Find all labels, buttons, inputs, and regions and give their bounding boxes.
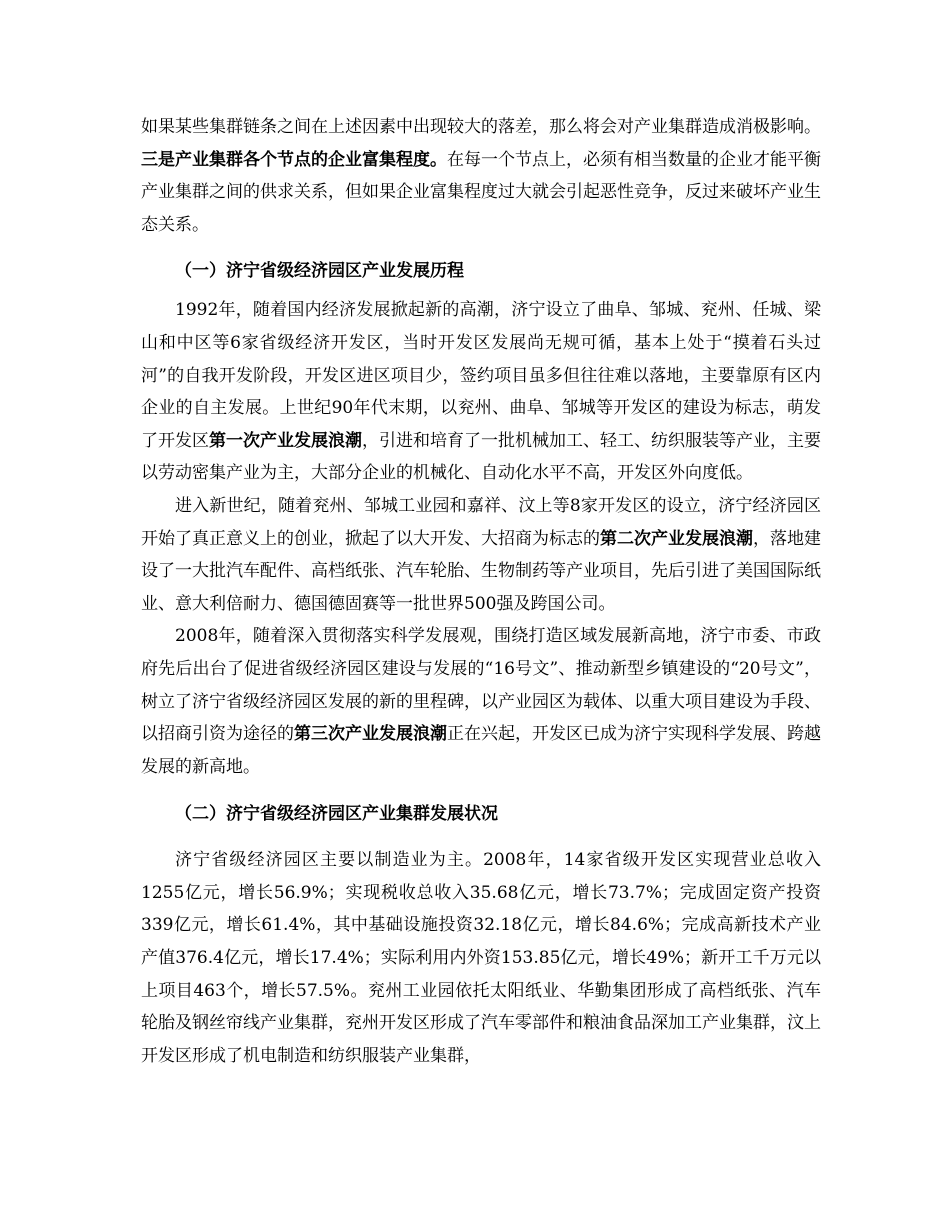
s1p1-bold-phrase: 第一次产业发展浪潮 [209, 430, 362, 451]
s1p1-text-start: 1992年，随着国内经济发展掀起新的高潮，济宁设立了曲阜、邹城、兖州、任城、梁山和中区等6家省级经济开发区，当时开发区发展尚无规可循，基本上处于“摸着石头过河”的自我开发阶段，开发区进区项目少，签约项目虽多但往往难以落地，主要靠原有区内企业的自主发展。上世纪90年代末期，以兖州、曲阜、邹城等开发区的建设为标志，萌发了开发区 [141, 300, 821, 451]
s1p2-text-end: ，落地建设了一大批汽车配件、高档纸张、汽车轮胎、生物制药等产业项目，先后引进了美国国际纸业、意大利倍耐力、德国德固赛等一批世界500强及跨国公司。 [141, 528, 821, 614]
s1p3-text-end: 正在兴起，开发区已成为济宁实现科学发展、跨越发展的新高地。 [141, 724, 821, 777]
section2-paragraph-1: 济宁省级经济园区主要以制造业为主。2008年，14家省级开发区实现营业总收入1255亿元，增长56.9%；实现税收总收入35.68亿元，增长73.7%；完成固定资产投资339亿元，增长61.4%，其中基础设施投资32.18亿元，增长84.6%；完成高新技术产业产值376.4亿元，增长17.4%；实际利用内外资153.85亿元，增长49%；新开工千万元以上项目463个，增长57.5%。兖州工业园依托太阳纸业、华勤集团形成了高档纸张、汽车轮胎及钢丝帘线产业集群，兖州开发区形成了汽车零部件和粮油食品深加工产业集群，汶上开发区形成了机电制造和纺织服装产业集群， [141, 850, 821, 1066]
s1p1-text-end: ，引进和培育了一批机械加工、轻工、纺织服装等产业，主要以劳动密集产业为主，大部分企业的机械化、自动化水平不高，开发区外向度低。 [141, 430, 821, 484]
intro-text-start: 如果某些集群链条之间在上述因素中出现较大的落差，那么将会对产业集群造成消极影响。 [141, 117, 821, 137]
intro-bold-point: 三是产业集群各个节点的企业富集程度。 [141, 149, 447, 170]
section1-paragraph-3 [141, 620, 821, 783]
s1p3-text-start: 2008年，随着深入贯彻落实科学发展观，围绕打造区域发展新高地，济宁市委、市政府先后出台了促进省级经济园区建设与发展的“16号文”、推动新型乡镇建设的“20号文”，树立了济宁省级经济园区发展的新的里程碑，以产业园区为载体、以重大项目建设为手段、以招商引资为途径的 [141, 626, 821, 745]
section1-paragraph-2 [141, 490, 821, 620]
document-body [141, 111, 821, 1072]
intro-text-end: 在每一个节点上，必须有相当数量的企业才能平衡产业集群之间的供求关系，但如果企业富集程度过大就会引起恶性竞争，反过来破坏产业生态关系。 [141, 149, 821, 235]
section1-paragraph-1 [141, 294, 821, 490]
section-heading-2: （二）济宁省级经济园区产业集群发展状况 [175, 804, 498, 825]
s1p2-text-start: 进入新世纪，随着兖州、邹城工业园和嘉祥、汶上等8家开发区的设立，济宁经济园区开始了真正意义上的创业，掀起了以大开发、大招商为标志的 [141, 495, 821, 549]
s1p3-bold-phrase: 第三次产业发展浪潮 [294, 724, 447, 745]
section-heading-1: （一）济宁省级经济园区产业发展历程 [175, 261, 464, 282]
s1p2-bold-phrase: 第二次产业发展浪潮 [600, 528, 753, 549]
intro-paragraph [141, 111, 821, 241]
